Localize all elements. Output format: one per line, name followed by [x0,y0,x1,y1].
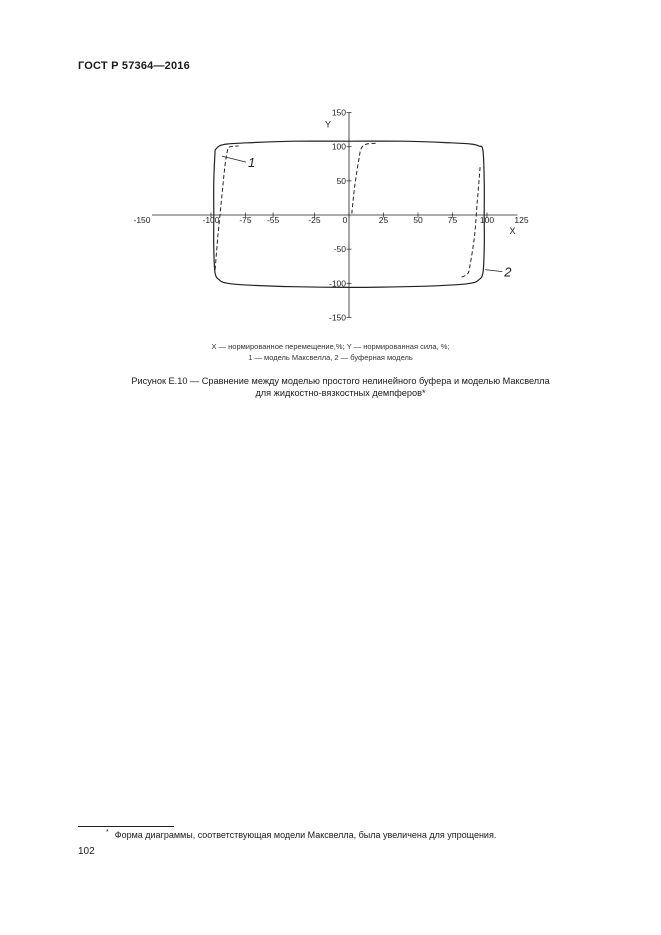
x-tick-label: 50 [413,215,423,225]
x-tick-label: -55 [266,215,280,225]
buffer-model-curve-segment [459,167,480,278]
footnote [106,829,496,840]
figure-legend-line-2: 1 — модель Максвелла, 2 — буферная модель [248,353,413,362]
x-tick-label: -75 [239,215,252,225]
buffer-model-curve-segment [352,143,377,213]
y-tick-label: -100 [328,278,346,289]
x-tick-label: 125 [514,215,529,225]
x-tick-label: -100 [202,215,220,225]
y-tick-label: 150 [331,107,346,118]
footnote-mark: * [106,829,109,836]
x-tick-label: -25 [308,215,321,225]
x-axis-label: X [509,226,516,236]
y-tick-label: -50 [333,244,346,255]
x-tick-label: 0 [342,215,348,225]
curve-label-1: 1 [248,155,256,171]
footnote-text: Форма диаграммы, соответствующая модели Максвелла, была увеличена для упрощения. [114,830,497,840]
page-number: 102 [78,846,95,857]
y-tick-label: 100 [331,141,346,152]
figure-legend-line-1: X — нормированное перемещение,%; Y — нормированная сила, %; [211,342,450,351]
x-tick-label: 100 [479,215,495,225]
standard-header: ГОСТ Р 57364—2016 [78,60,190,72]
label-2-leader [485,270,502,272]
y-tick-label: 50 [336,175,346,186]
x-tick-label: -150 [133,215,151,225]
y-axis-label: Y [325,119,332,130]
figure-caption-line-1: Рисунок Е.10 — Сравнение между моделью простого нелинейного буфера и моделью Максвелла [131,376,550,386]
buffer-model-curve-segment [215,146,239,270]
x-tick-label: 75 [447,215,458,225]
x-tick-label: 25 [378,215,389,225]
y-tick-label: -150 [328,312,346,323]
footnote-separator [78,826,174,827]
curve-label-2: 2 [504,264,512,280]
figure-caption-line-2: для жидкостно-вязкостных демпферов* [255,388,426,398]
